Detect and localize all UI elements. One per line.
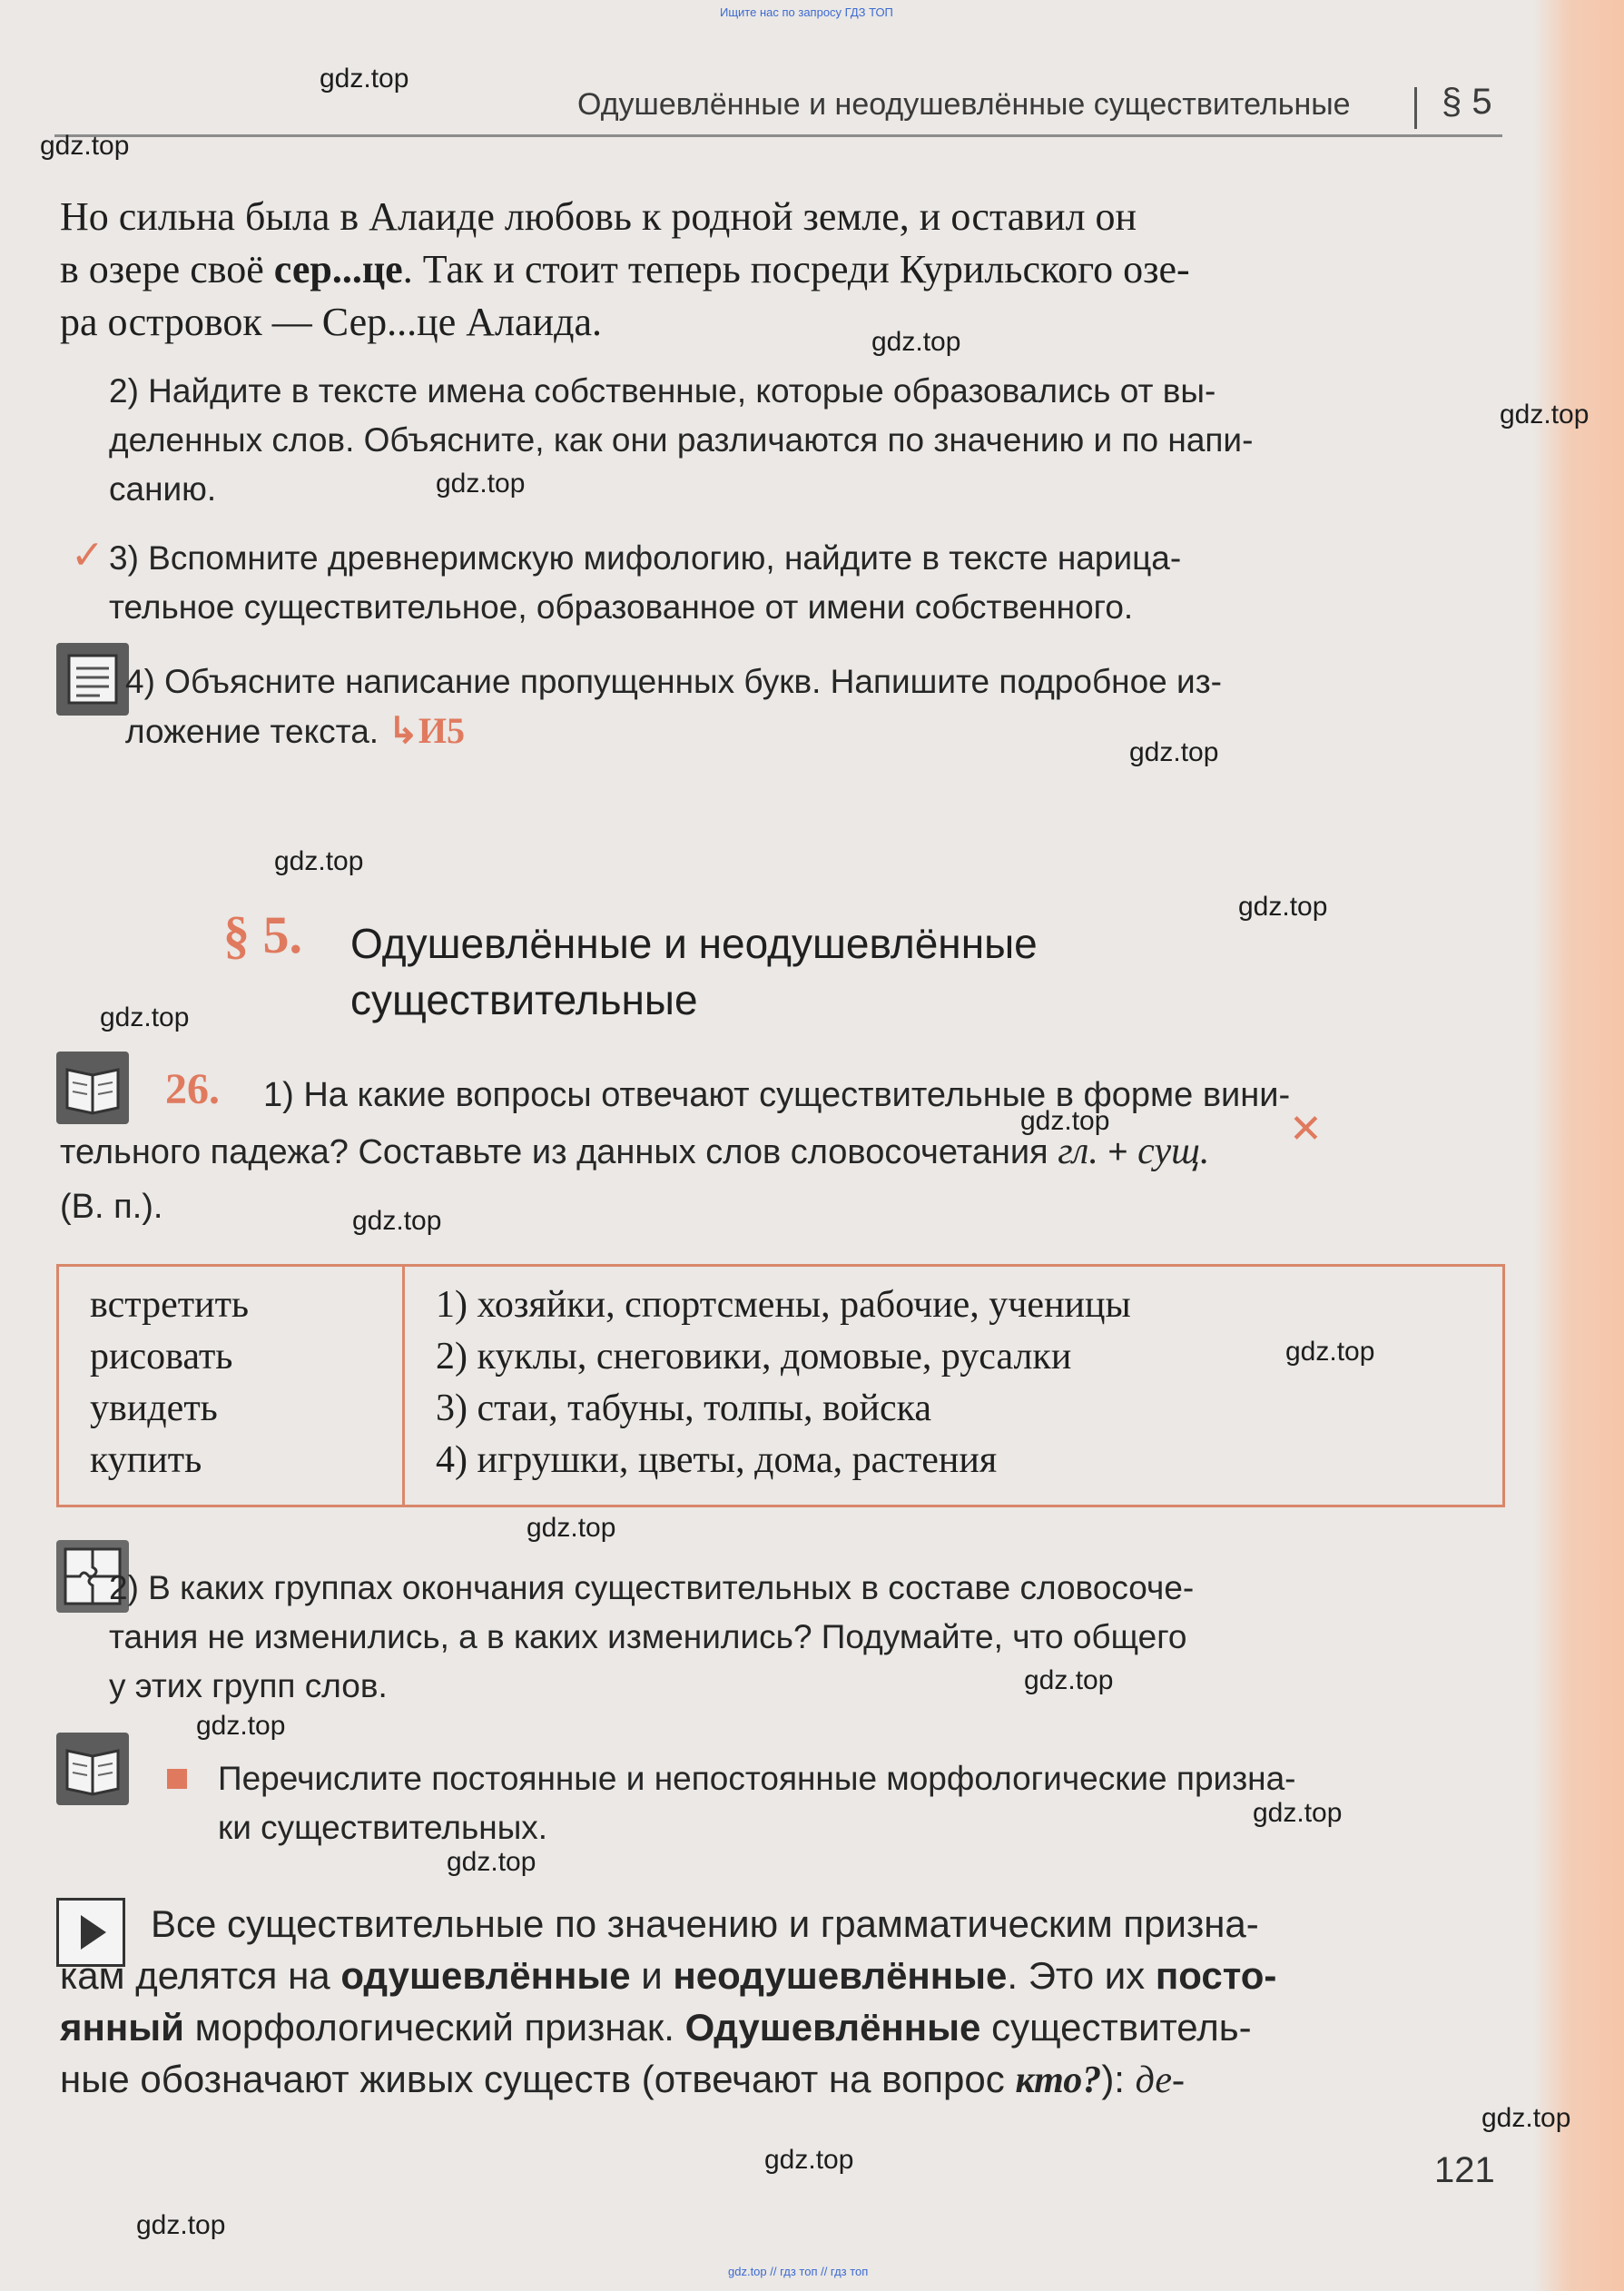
watermark: gdz.top [1024, 1665, 1114, 1695]
word-table [56, 1264, 1505, 1507]
watermark: gdz.top [1285, 1337, 1375, 1367]
watermark: gdz.top [274, 846, 364, 876]
watermark: gdz.top [1238, 892, 1328, 922]
exercise-question-1: 1) На какие вопросы отвечают существительные в форме вини- [263, 1076, 1291, 1114]
noun-group: 3) стаи, табуны, толпы, войска [436, 1387, 932, 1429]
section-number: § 5. [223, 905, 302, 964]
running-section: § 5 [1442, 82, 1492, 122]
watermark: gdz.top [1129, 737, 1219, 767]
watermark: gdz.top [1500, 400, 1590, 430]
verb-column [58, 1266, 404, 1506]
page-number: 121 [1434, 2150, 1495, 2190]
story-line: в озере своё сер...це. Так и стоит теперь посреди Курильского озе- [60, 247, 1190, 291]
task-3: 3) Вспомните древнеримскую мифологию, найдите в тексте нарица- тельное существительное, образованное от имени собственного. [109, 539, 1182, 626]
task-2: 2) Найдите в тексте имена собственные, которые образовались от вы- деленных слов. Объясните, как они различаются по значению и по напи- санию. [109, 372, 1254, 508]
noun-group: 1) хозяйки, спортсмены, рабочие, ученицы [436, 1284, 1131, 1326]
noun-group: 4) игрушки, цветы, дома, растения [436, 1439, 998, 1481]
exercise-number: 26. [165, 1065, 220, 1113]
exercise-question-2: 2) В каких группах окончания существительных в составе словосоче- тания не изменились, а в каких изменились? Подумайте, что общего у этих групп слов. [109, 1569, 1195, 1704]
story-line: ра островок — Сер...це Алаида. [60, 300, 602, 344]
verb: встретить [90, 1284, 250, 1326]
verb: купить [90, 1439, 202, 1481]
watermark: gdz.top [352, 1206, 442, 1236]
book-icon [56, 1052, 129, 1124]
watermark: gdz.top [320, 64, 409, 94]
cross-icon: ✕ [1289, 1107, 1323, 1151]
watermark: gdz.top [40, 131, 130, 161]
watermark: gdz.top [100, 1002, 190, 1032]
section-title: Одушевлённые и неодушевлённые существительные [350, 920, 1038, 1023]
watermark: gdz.top [871, 327, 961, 357]
story-text [60, 191, 1503, 349]
task-4: 4) Объясните написание пропущенных букв. Напишите подробное из- ложение текста. ↳И5 [125, 663, 1222, 751]
rule-text: Все существительные по значению и грамматическим призна- кам делятся на одушевлённые и неодушевлённые. Это их посто- янный морфологический признак. Одушевлённые существитель- ные обозначают живых существ (отвечают на вопрос кто?): де- [60, 1902, 1277, 2101]
watermark: gdz.top [527, 1513, 616, 1543]
bottom-watermark: gdz.top // гдз топ // гдз топ [728, 2265, 869, 2278]
book-icon [56, 1733, 129, 1805]
watermark: gdz.top [436, 469, 526, 499]
watermark: gdz.top [1481, 2103, 1571, 2133]
bullet-task: Перечислите постоянные и непостоянные морфологические призна- ки существительных. [218, 1760, 1296, 1846]
watermark: gdz.top [1020, 1106, 1110, 1136]
watermark: gdz.top [196, 1711, 286, 1741]
noun-group: 2) куклы, снеговики, домовые, русалки [436, 1336, 1072, 1378]
reference-mark: ↳И5 [388, 710, 465, 751]
page-edge-strip [1533, 0, 1624, 2291]
top-watermark: Ищите нас по запросу ГДЗ ТОП [720, 5, 893, 19]
noun-groups-column [404, 1266, 1504, 1506]
note-icon [56, 643, 129, 716]
checkmark-icon: ✓ [71, 533, 104, 578]
bullet-marker [167, 1769, 187, 1789]
story-line: Но сильна была в Алаиде любовь к родной земле, и оставил он [60, 194, 1137, 239]
watermark: gdz.top [136, 2210, 226, 2240]
watermark: gdz.top [764, 2145, 854, 2175]
watermark: gdz.top [1253, 1798, 1343, 1828]
exercise-question-1-cont: тельного падежа? Составьте из данных слов словосочетания гл. + сущ. (В. п.). [60, 1131, 1210, 1226]
header-rule [54, 134, 1502, 137]
watermark: gdz.top [447, 1847, 536, 1877]
verb: рисовать [90, 1336, 233, 1378]
verb: увидеть [90, 1387, 218, 1429]
running-title: Одушевлённые и неодушевлённые существительные [577, 87, 1351, 122]
header-divider [1414, 87, 1417, 129]
